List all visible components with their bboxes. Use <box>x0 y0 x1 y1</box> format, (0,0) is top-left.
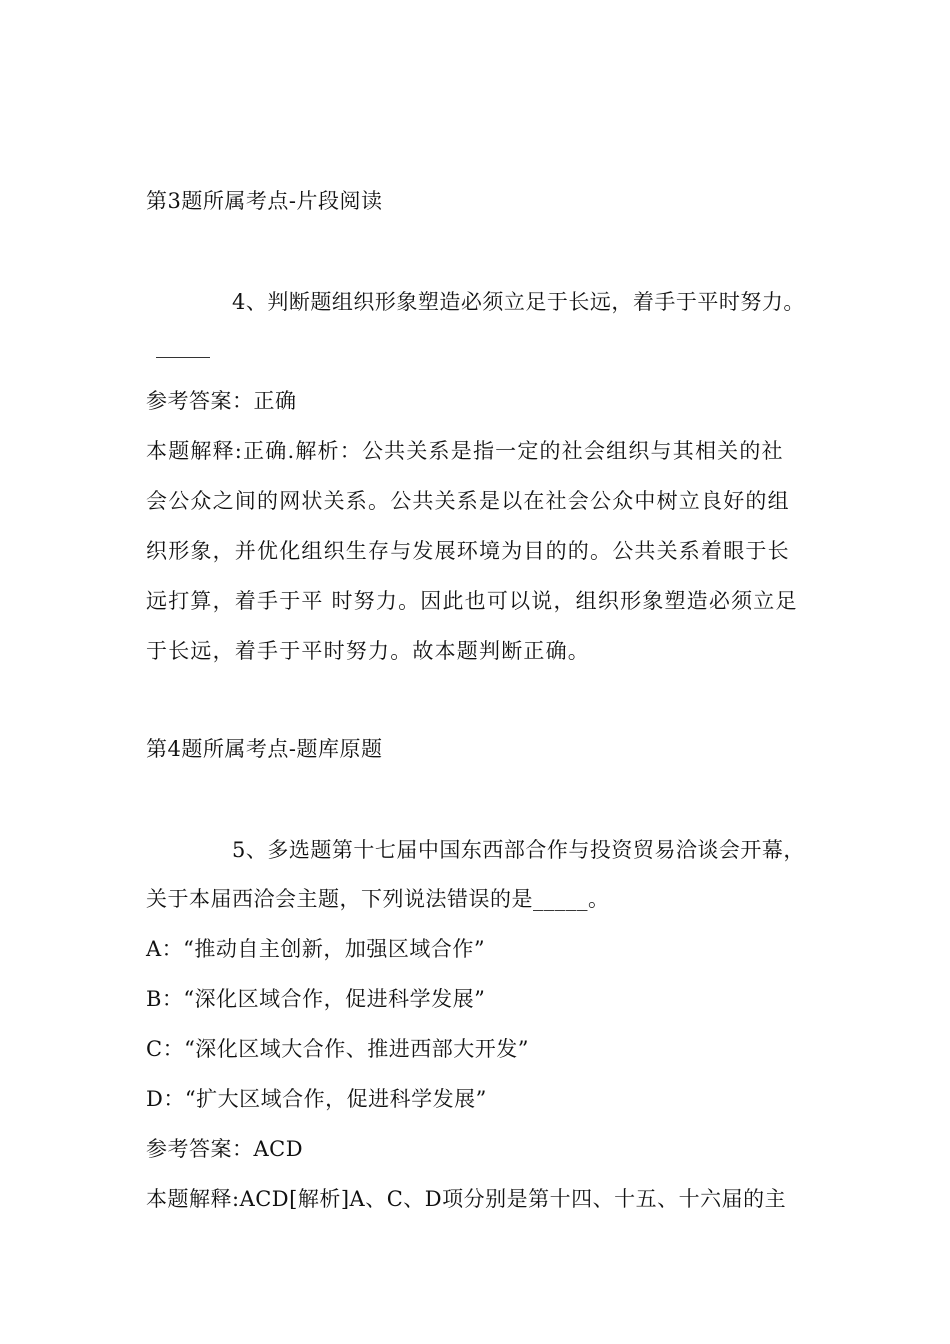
q3-topic-footer: 第3题所属考点-片段阅读 <box>146 189 383 213</box>
q5-explanation-line: 本题解释:ACD[解析]A、C、D项分别是第十四、十五、十六届的主 <box>146 1187 787 1211</box>
q4-answer: 参考答案：正确 <box>146 389 297 413</box>
q5-question-line1: 5、多选题第十七届中国东西部合作与投资贸易洽谈会开幕， <box>232 838 805 862</box>
q5-option-a: A：“推动自主创新，加强区域合作” <box>146 937 486 961</box>
q4-topic-footer: 第4题所属考点-题库原题 <box>146 737 383 761</box>
q4-explanation-line: 远打算，着手于平 时努力。因此也可以说，组织形象塑造必须立足 <box>146 589 798 613</box>
q4-explanation-line: 会公众之间的网状关系。公共关系是以在社会公众中树立良好的组 <box>146 489 790 513</box>
q4-explanation-line: 于长远，着手于平时努力。故本题判断正确。 <box>146 639 590 663</box>
q4-question: 4、判断题组织形象塑造必须立足于长远，着手于平时努力。 <box>232 290 805 314</box>
q4-explanation-line: 织形象，并优化组织生存与发展环境为目的的。公共关系着眼于长 <box>146 539 790 563</box>
q5-answer: 参考答案：ACD <box>146 1137 304 1161</box>
q5-question-line2: 关于本届西洽会主题，下列说法错误的是_____。 <box>146 887 610 911</box>
q5-option-b: B：“深化区域合作，促进科学发展” <box>146 987 486 1011</box>
q5-option-c: C：“深化区域大合作、推进西部大开发” <box>146 1037 530 1061</box>
q5-option-d: D：“扩大区域合作，促进科学发展” <box>146 1087 487 1111</box>
q4-explanation-line: 本题解释:正确.解析：公共关系是指一定的社会组织与其相关的社 <box>146 439 784 463</box>
answer-blank-line <box>156 357 210 358</box>
